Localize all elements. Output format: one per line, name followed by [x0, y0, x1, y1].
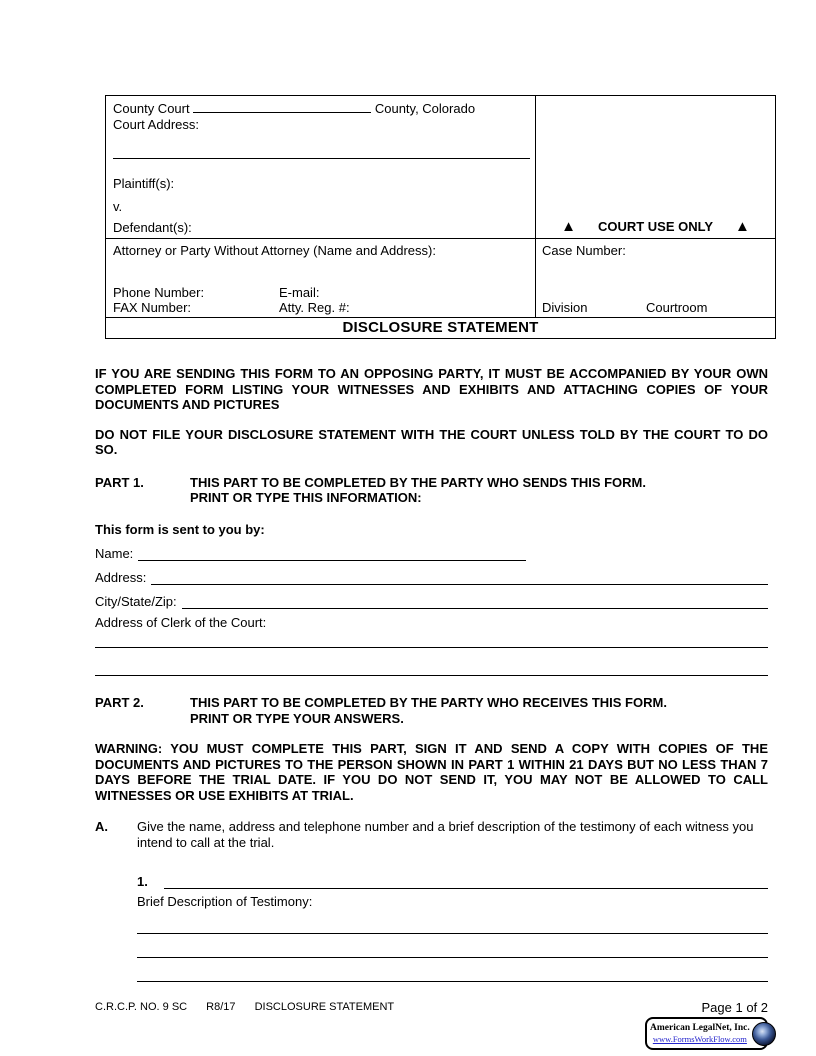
- part1-label: PART 1.: [95, 474, 144, 490]
- county-court-label: County Court: [113, 101, 190, 116]
- address-label: Address:: [95, 569, 147, 585]
- sent-by-label: This form is sent to you by:: [95, 521, 265, 537]
- item-a-label: A.: [95, 819, 108, 834]
- testimony-label: Brief Description of Testimony:: [137, 894, 313, 909]
- court-address-label: Court Address:: [113, 116, 199, 132]
- address-input-line[interactable]: [151, 571, 768, 585]
- county-colorado-label: County, Colorado: [374, 101, 476, 116]
- witness-1-number: 1.: [137, 873, 148, 889]
- part2-instructions: [190, 695, 667, 726]
- intro-paragraph-2: DO NOT FILE YOUR DISCLOSURE STATEMENT WITH THE COURT UNLESS TOLD BY THE COURT TO DO SO.: [95, 426, 768, 457]
- part2-instruction-line1: THIS PART TO BE COMPLETED BY THE PARTY WHO RECEIVES THIS FORM.: [190, 695, 667, 710]
- division-label: Division: [542, 299, 588, 315]
- part1-instruction-line1: THIS PART TO BE COMPLETED BY THE PARTY WHO SENDS THIS FORM.: [190, 474, 646, 490]
- testimony-input-line-3[interactable]: [137, 981, 768, 982]
- defendant-label: Defendant(s):: [113, 220, 192, 235]
- court-caption-table: [105, 95, 776, 339]
- court-use-only-banner: [536, 219, 775, 235]
- county-court-line: [113, 100, 528, 117]
- attorney-label: Attorney or Party Without Attorney (Name and Address):: [113, 243, 436, 258]
- caption-row-court-parties: [106, 96, 775, 238]
- footer-form-name: DISCLOSURE STATEMENT: [254, 1001, 395, 1013]
- name-field-row: [95, 542, 768, 561]
- testimony-input-line-2[interactable]: [137, 957, 768, 958]
- courtroom-label: Courtroom: [646, 299, 708, 315]
- city-state-zip-label: City/State/Zip:: [95, 593, 177, 609]
- clerk-address-input-line-1[interactable]: [95, 647, 768, 648]
- part1-instructions: [190, 475, 646, 506]
- form-title: DISCLOSURE STATEMENT: [106, 317, 775, 338]
- plaintiff-label: Plaintiff(s):: [113, 176, 175, 191]
- witness-1-row: [137, 871, 768, 889]
- name-input-line[interactable]: [138, 547, 526, 561]
- city-state-zip-field-row: [95, 590, 768, 609]
- item-a-text: Give the name, address and telephone number and a brief description of the testimony of each witness you intend to call at the trial.: [137, 819, 754, 850]
- phone-number-label: Phone Number:: [113, 285, 205, 300]
- page-footer: [95, 1000, 768, 1016]
- case-number-cell: [536, 239, 775, 317]
- clerk-address-label: Address of Clerk of the Court:: [95, 615, 267, 630]
- part1-heading: [95, 475, 768, 506]
- clerk-address-input-line-2[interactable]: [95, 675, 768, 676]
- footer-form-number: C.R.C.P. NO. 9 SC: [95, 1001, 188, 1013]
- court-address-field-line[interactable]: [113, 158, 530, 159]
- part2-label: PART 2.: [95, 695, 144, 710]
- globe-icon: [752, 1022, 776, 1046]
- city-state-zip-input-line[interactable]: [182, 595, 768, 609]
- page-number: Page 1 of 2: [701, 1000, 768, 1015]
- intro-paragraph-1: IF YOU ARE SENDING THIS FORM TO AN OPPOSING PARTY, IT MUST BE ACCOMPANIED BY YOUR OWN COMPLETED FORM LISTING YOUR WITNESSES AND EXHIBITS AND ATTACHING COPIES OF YOUR DOCUMENTS AND PICTURES: [95, 366, 768, 412]
- logo-website-link[interactable]: www.FormsWorkFlow.com: [652, 1033, 747, 1044]
- form-body: [95, 366, 768, 982]
- attorney-cell: [106, 239, 536, 317]
- part1-instruction-line2: PRINT OR TYPE THIS INFORMATION:: [190, 490, 422, 505]
- part2-instruction-line2: PRINT OR TYPE YOUR ANSWERS.: [190, 710, 404, 726]
- warning-paragraph: WARNING: YOU MUST COMPLETE THIS PART, SIGN IT AND SEND A COPY WITH COPIES OF THE DOCUMENTS AND PICTURES TO THE PERSON SHOWN IN PART 1 WITHIN 21 DAYS BUT NO LESS THAN 7 DAYS BEFORE THE TRIAL DATE. IF YOU DO NOT SEND IT, YOU MAY NOT BE ALLOWED TO CALL WITNESSES OR USE EXHIBITS AT TRIAL.: [95, 741, 768, 803]
- court-use-only-label: COURT USE ONLY: [597, 218, 714, 234]
- footer-form-id: [95, 1000, 410, 1016]
- attorney-contact-grid: [113, 286, 528, 315]
- county-name-field[interactable]: [193, 100, 371, 113]
- part2-heading: [95, 695, 768, 726]
- logo-text-block: [650, 1023, 750, 1045]
- witness-1-input-line[interactable]: [164, 875, 768, 889]
- triangle-left-icon: ▲: [561, 217, 576, 235]
- name-label: Name:: [95, 545, 134, 561]
- item-a: [95, 819, 768, 850]
- address-field-row: [95, 566, 768, 585]
- american-legalnet-logo: [645, 1017, 768, 1050]
- fax-number-label: FAX Number:: [113, 299, 192, 315]
- testimony-input-line-1[interactable]: [137, 933, 768, 934]
- court-and-parties-cell: [106, 96, 536, 238]
- footer-revision: R8/17: [206, 1001, 236, 1013]
- atty-reg-label: Atty. Reg. #:: [279, 299, 350, 315]
- logo-company-name: American LegalNet, Inc.: [650, 1022, 750, 1033]
- email-label: E-mail:: [279, 285, 320, 300]
- versus-label: v.: [113, 199, 123, 214]
- caption-row-attorney-case: [106, 238, 775, 317]
- triangle-right-icon: ▲: [735, 217, 750, 235]
- case-number-label: Case Number:: [542, 243, 626, 258]
- court-use-only-cell: [536, 96, 775, 238]
- division-courtroom-row: [542, 300, 707, 316]
